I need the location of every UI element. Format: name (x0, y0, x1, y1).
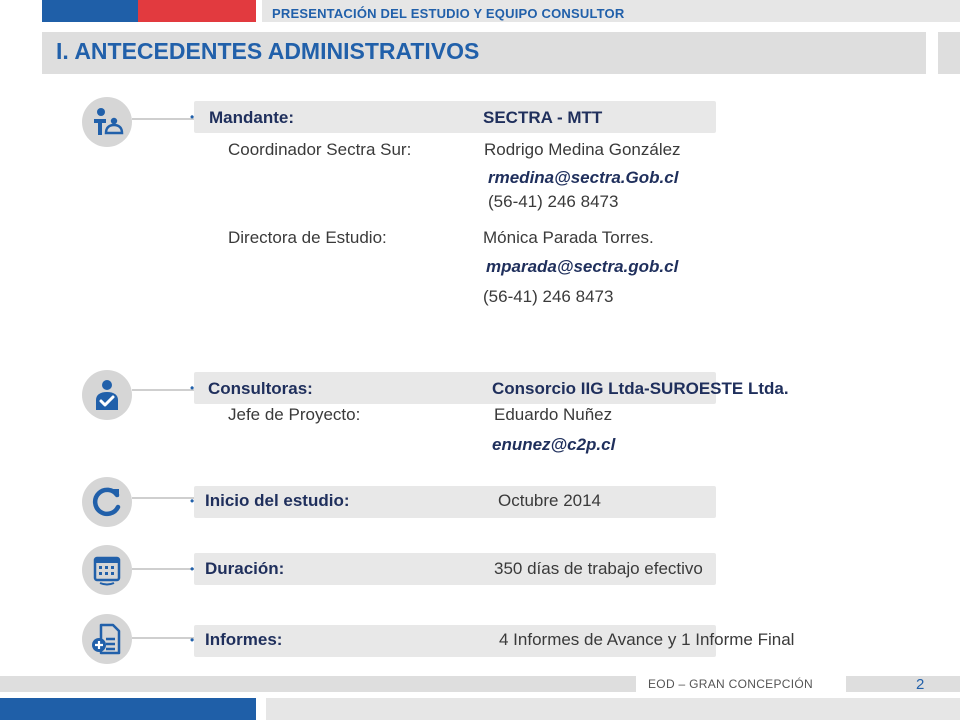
director-email[interactable]: mparada@sectra.gob.cl (486, 257, 679, 276)
connector-line (132, 637, 194, 639)
coordinator-email[interactable]: rmedina@sectra.Gob.cl (488, 168, 679, 187)
coordinator-phone: (56-41) 246 8473 (488, 192, 619, 211)
top-red-bar (138, 0, 256, 22)
add-document-icon (82, 614, 132, 664)
duracion-value: 350 días de trabajo efectivo (494, 559, 703, 578)
footer-label: EOD – GRAN CONCEPCIÓN (648, 677, 813, 691)
footer-bar-end (846, 676, 960, 692)
people-icon (82, 97, 132, 147)
calendar-icon (82, 545, 132, 595)
bullet: • (190, 494, 195, 508)
inicio-value: Octubre 2014 (498, 491, 602, 510)
header-subtitle: PRESENTACIÓN DEL ESTUDIO Y EQUIPO CONSULTOR (272, 6, 625, 21)
bullet: • (190, 110, 195, 124)
title-bar-end (938, 32, 960, 74)
bullet: • (190, 381, 195, 395)
coordinator-label: Coordinador Sectra Sur: (228, 140, 412, 159)
consultoras-value: Consorcio IIG Ltda-SUROESTE Ltda. (492, 379, 789, 398)
page-title: I. ANTECEDENTES ADMINISTRATIVOS (56, 38, 480, 64)
inicio-label: Inicio del estudio: (205, 491, 350, 510)
footer-bar (0, 676, 636, 692)
bullet: • (190, 633, 195, 647)
bottom-blue-bar (0, 698, 256, 720)
mandante-label: Mandante: (209, 108, 294, 127)
bottom-gray-bar (266, 698, 960, 720)
director-label: Directora de Estudio: (228, 228, 387, 247)
bullet: • (190, 562, 195, 576)
connector-line (132, 568, 194, 570)
duracion-label: Duración: (205, 559, 285, 578)
connector-line (132, 118, 194, 120)
mandante-value: SECTRA - MTT (483, 108, 603, 127)
page-number: 2 (916, 676, 925, 693)
informes-value: 4 Informes de Avance y 1 Informe Final (499, 630, 795, 649)
coordinator-name: Rodrigo Medina González (484, 140, 681, 159)
consultoras-label: Consultoras: (208, 379, 313, 398)
project-lead-label: Jefe de Proyecto: (228, 405, 361, 424)
project-lead-email[interactable]: enunez@c2p.cl (492, 435, 616, 454)
top-blue-bar (42, 0, 138, 22)
connector-line (132, 497, 194, 499)
user-check-icon (82, 370, 132, 420)
director-phone: (56-41) 246 8473 (483, 287, 614, 306)
connector-line (132, 389, 194, 391)
refresh-icon (82, 477, 132, 527)
director-name: Mónica Parada Torres. (483, 228, 654, 247)
informes-label: Informes: (205, 630, 283, 649)
project-lead-name: Eduardo Nuñez (494, 405, 613, 424)
